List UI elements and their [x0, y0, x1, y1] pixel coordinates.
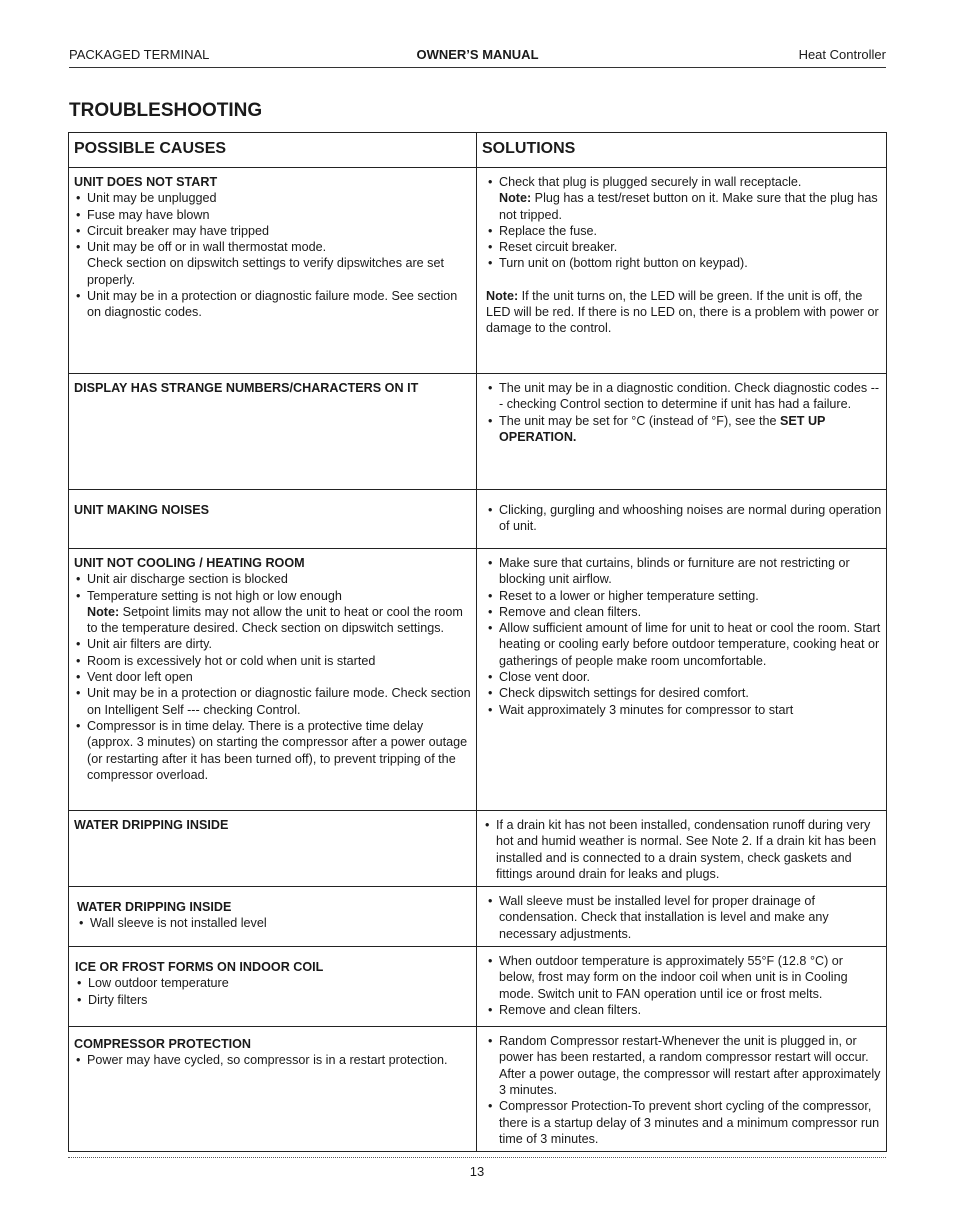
solutions-cell	[477, 168, 887, 374]
cause-title: UNIT NOT COOLING / HEATING ROOM	[74, 556, 305, 570]
footer-divider	[68, 1157, 886, 1158]
setup-operation-ref: SET UP OPERATION.	[499, 413, 826, 444]
causes-cell	[69, 1027, 477, 1152]
list-item: • Unit may be in a protection or diagnostic failure mode. See section on diagnostic codes.	[74, 288, 472, 321]
solution-list	[486, 380, 882, 445]
list-item-note	[486, 190, 882, 223]
cause-title: WATER DRIPPING INSIDE	[74, 818, 229, 832]
table-row	[69, 168, 887, 374]
table-row	[69, 374, 887, 490]
causes-cell	[69, 168, 477, 374]
solutions-cell	[477, 374, 887, 490]
causes-cell	[69, 887, 477, 947]
list-item-note	[74, 604, 472, 637]
list-item: • Wall sleeve must be installed level for proper drainage of condensation. Check that installation is level and make any necessary adjustments.	[486, 893, 882, 942]
cause-title: ICE OR FROST FORMS ON INDOOR COIL	[75, 960, 324, 975]
table-row	[69, 947, 887, 1027]
cause-list	[74, 571, 472, 783]
list-item: • Make sure that curtains, blinds or furniture are not restricting or blocking unit airflow.	[486, 555, 882, 588]
list-item: • Circuit breaker may have tripped	[74, 223, 472, 239]
table-row	[69, 811, 887, 887]
table-row	[69, 887, 887, 947]
causes-cell	[69, 549, 477, 811]
list-item: • Unit air discharge section is blocked	[74, 571, 472, 587]
list-item-text: The unit may be set for °C (instead of °F), see the	[499, 413, 780, 428]
header-right: Heat Controller	[798, 47, 886, 62]
list-item: • Remove and clean filters.	[486, 604, 882, 620]
col-header-causes: POSSIBLE CAUSES	[69, 133, 477, 168]
section-title: TROUBLESHOOTING	[69, 100, 263, 121]
note-paragraph	[486, 288, 882, 337]
solutions-cell	[477, 490, 887, 549]
causes-cell	[69, 490, 477, 549]
table-row	[69, 549, 887, 811]
list-item: • Vent door left open	[74, 669, 472, 685]
list-item: • Unit air filters are dirty.	[74, 636, 472, 652]
note-label: Note:	[486, 288, 519, 303]
list-item: • Unit may be unplugged	[74, 190, 472, 206]
list-item: • Close vent door.	[486, 669, 882, 685]
list-item-continuation: Check section on dipswitch settings to verify dipswitches are set properly.	[87, 256, 444, 287]
table-row	[69, 1027, 887, 1152]
note-label: Note:	[499, 191, 532, 206]
solutions-cell	[477, 811, 887, 887]
cause-title: UNIT MAKING NOISES	[74, 503, 210, 517]
list-item: • If a drain kit has not been installed, condensation runoff during very hot and humid weather is normal. See Note 2. If a drain kit has been installed and is connected to a drain system, check gaskets and fittings around drain for leaks and plugs.	[483, 817, 882, 882]
list-item: • Replace the fuse.	[486, 223, 882, 239]
solution-list	[486, 174, 882, 272]
note-text: Plug has a test/reset button on it. Make sure that the plug has not tripped.	[499, 191, 878, 222]
list-item: • Unit may be in a protection or diagnostic failure mode. Check section on Intelligent Self --- checking Control.	[74, 685, 472, 718]
list-item: • Fuse may have blown	[74, 207, 472, 223]
cause-list	[74, 190, 472, 320]
page-header	[69, 47, 886, 68]
list-item: • The unit may be in a diagnostic condition. Check diagnostic codes --- checking Control section to determine if unit has had a failure.	[486, 380, 882, 413]
list-item: • Room is excessively hot or cold when unit is started	[74, 653, 472, 669]
cause-title: COMPRESSOR PROTECTION	[74, 1037, 252, 1052]
list-item: • Unit may be off or in wall thermostat mode.	[74, 239, 472, 255]
note-text: Setpoint limits may not allow the unit to heat or cool the room to the temperature desired. Check section on dipswitch settings.	[87, 604, 463, 636]
list-item: • Check that plug is plugged securely in wall receptacle.	[486, 174, 882, 190]
solutions-cell	[477, 887, 887, 947]
cause-title: DISPLAY HAS STRANGE NUMBERS/CHARACTERS ON IT	[74, 381, 419, 395]
solutions-cell	[477, 947, 887, 1027]
header-center: OWNER’S MANUAL	[416, 47, 539, 62]
cause-title: UNIT DOES NOT START	[74, 175, 218, 189]
solution-list	[486, 555, 882, 718]
list-item: • Reset circuit breaker.	[486, 239, 882, 255]
list-item: • Low outdoor temperature	[75, 975, 472, 991]
causes-cell	[69, 811, 477, 887]
causes-cell	[69, 374, 477, 490]
cause-list	[77, 915, 472, 931]
note-text: If the unit turns on, the LED will be green. If the unit is off, the LED will be red. If there is no LED on, there is a problem with power or damage to the control.	[486, 288, 879, 336]
solutions-cell	[477, 1027, 887, 1152]
list-item: • Power may have cycled, so compressor is in a restart protection.	[74, 1052, 472, 1068]
list-item: • Check dipswitch settings for desired comfort.	[486, 685, 882, 701]
list-item: • Clicking, gurgling and whooshing noises are normal during operation of unit.	[486, 502, 882, 535]
list-item: • Random Compressor restart-Whenever the unit is plugged in, or power has been restarted, a random compressor restart will occur. After a power outage, the compressor will restart after approximately 3 minutes.	[486, 1033, 882, 1098]
list-item: • Allow sufficient amount of lime for unit to heat or cool the room. Start heating or cooling early before outdoor temperature, cooking heat or gatherings of people make room uncomfortable.	[486, 620, 882, 669]
table-row	[69, 490, 887, 549]
cause-list	[75, 975, 472, 1008]
solution-list	[486, 953, 882, 1018]
solution-list	[483, 817, 882, 882]
col-header-solutions: SOLUTIONS	[477, 133, 887, 168]
solutions-cell	[477, 549, 887, 811]
header-left: PACKAGED TERMINAL	[69, 47, 210, 62]
note-label: Note:	[87, 604, 120, 619]
cause-title: WATER DRIPPING INSIDE	[77, 900, 232, 915]
list-item: • Temperature setting is not high or low enough	[74, 588, 472, 604]
solution-list	[486, 1033, 882, 1147]
troubleshooting-table	[68, 132, 887, 1152]
causes-cell	[69, 947, 477, 1027]
list-item: • Wait approximately 3 minutes for compressor to start	[486, 702, 882, 718]
list-item: • Reset to a lower or higher temperature setting.	[486, 588, 882, 604]
cause-list	[74, 1052, 472, 1068]
table-header-row	[69, 133, 887, 168]
list-item: • When outdoor temperature is approximately 55°F (12.8 °C) or below, frost may form on the indoor coil when unit is in Cooling mode. Switch unit to FAN operation until ice or frost melts.	[486, 953, 882, 1002]
page-number: 13	[469, 1164, 485, 1179]
list-item: • Turn unit on (bottom right button on keypad).	[486, 255, 882, 271]
solution-list	[486, 502, 882, 535]
list-item: • Compressor Protection-To prevent short cycling of the compressor, there is a startup delay of 3 minutes and a minimum compressor run time of 3 minutes.	[486, 1098, 882, 1147]
list-item: • Wall sleeve is not installed level	[77, 915, 472, 931]
list-item: • Dirty filters	[75, 992, 472, 1008]
solution-list	[486, 893, 882, 942]
list-item: • Remove and clean filters.	[486, 1002, 882, 1018]
list-item	[486, 413, 882, 446]
list-item: • Compressor is in time delay. There is a protective time delay (approx. 3 minutes) on starting the compressor after a power outage (or restarting after it has been turned off), to prevent tripping of the compressor overload.	[74, 718, 472, 783]
